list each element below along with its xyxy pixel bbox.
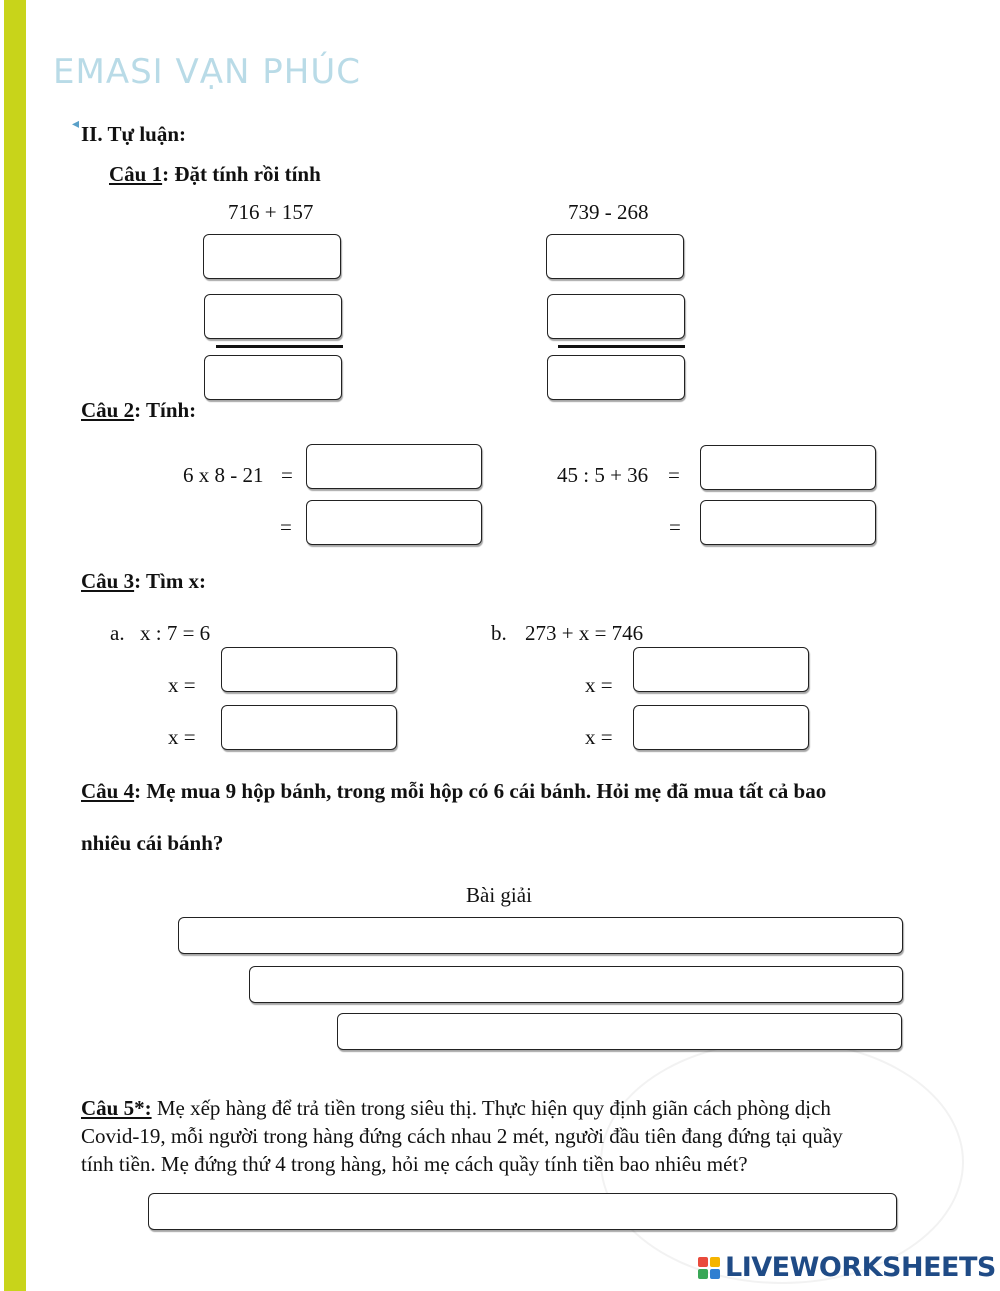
q4-text-line2: nhiêu cái bánh? [81, 831, 224, 855]
q4-answer-input[interactable] [337, 1013, 902, 1050]
q1-left-result-input[interactable] [204, 355, 342, 400]
liveworksheets-logo-icon [698, 1257, 720, 1279]
q4-heading [81, 779, 826, 804]
q4-solution-line2-input[interactable] [249, 966, 903, 1003]
bookmark-icon: ◂ [72, 117, 80, 132]
q3b-marker: b. [491, 621, 507, 645]
q3a-x-label-1: x = [168, 673, 196, 697]
liveworksheets-brand [698, 1252, 996, 1283]
q5-text-line1: Mẹ xếp hàng để trả tiền trong siêu thị. Thực hiện quy định giãn cách phòng dịch [151, 1096, 831, 1120]
q2-label: Câu 2 [81, 398, 135, 422]
q2-heading [81, 398, 196, 423]
q5-text-line3: tính tiền. Mẹ đứng thứ 4 trong hàng, hỏi mẹ cách quầy tính tiền bao nhiêu mét? [81, 1152, 748, 1176]
section-title: II. Tự luận: [81, 122, 187, 146]
q4-text-line1: : Mẹ mua 9 hộp bánh, trong mỗi hộp có 6 cái bánh. Hỏi mẹ đã mua tất cả bao [134, 779, 827, 803]
school-name: EMASI VẠN PHÚC [53, 52, 361, 92]
q5-label: Câu 5*: [81, 1096, 152, 1120]
q5-answer-input[interactable] [148, 1193, 897, 1230]
q4-solution-line1-input[interactable] [178, 917, 903, 954]
q3b-x-label-2: x = [585, 725, 613, 749]
q1-right-row1-input[interactable] [546, 234, 684, 279]
q2-right-equals-1: = [668, 463, 680, 487]
q2-right-step1-input[interactable] [700, 445, 876, 490]
accent-sidebar-bar [4, 0, 26, 1291]
q1-left-sum-line [216, 345, 343, 348]
q2-left-step2-input[interactable] [306, 500, 482, 545]
q1-left-row2-input[interactable] [204, 294, 342, 339]
q2-title: : Tính: [134, 398, 197, 422]
q1-heading [109, 162, 321, 187]
q1-title: : Đặt tính rồi tính [162, 162, 321, 186]
q1-right-result-input[interactable] [547, 355, 685, 400]
q2-expression-right: 45 : 5 + 36 [557, 463, 649, 487]
q2-left-equals-2: = [280, 515, 292, 539]
q5-text-line2: Covid-19, mỗi người trong hàng đứng cách nhau 2 mét, người đầu tiên đang đứng tại quầy [81, 1124, 843, 1148]
q5-paragraph [81, 1094, 931, 1178]
q4-label: Câu 4 [81, 779, 135, 803]
q3b-step1-input[interactable] [633, 647, 809, 692]
q1-expression-left: 716 + 157 [228, 200, 314, 224]
q3a-step2-input[interactable] [221, 705, 397, 750]
q3a-marker: a. [110, 621, 125, 645]
q1-label: Câu 1 [109, 162, 163, 186]
q2-expression-left: 6 x 8 - 21 [183, 463, 264, 487]
q3a-x-label-2: x = [168, 725, 196, 749]
q3-heading [81, 569, 206, 594]
q3-title: : Tìm x: [134, 569, 207, 593]
q1-expression-right: 739 - 268 [568, 200, 649, 224]
q1-right-difference-line [558, 345, 685, 348]
q3b-expression: 273 + x = 746 [525, 621, 644, 645]
brand-name: LIVEWORKSHEETS [725, 1252, 996, 1283]
q3a-expression: x : 7 = 6 [140, 621, 211, 645]
q3b-step2-input[interactable] [633, 705, 809, 750]
q2-left-step1-input[interactable] [306, 444, 482, 489]
q4-solution-label: Bài giải [466, 883, 532, 907]
q1-right-row2-input[interactable] [547, 294, 685, 339]
q1-left-row1-input[interactable] [203, 234, 341, 279]
q2-left-equals-1: = [281, 463, 293, 487]
q5-line1 [81, 1094, 931, 1122]
q2-right-equals-2: = [669, 515, 681, 539]
q3a-step1-input[interactable] [221, 647, 397, 692]
q3-label: Câu 3 [81, 569, 135, 593]
q2-right-step2-input[interactable] [700, 500, 876, 545]
q3b-x-label-1: x = [585, 673, 613, 697]
